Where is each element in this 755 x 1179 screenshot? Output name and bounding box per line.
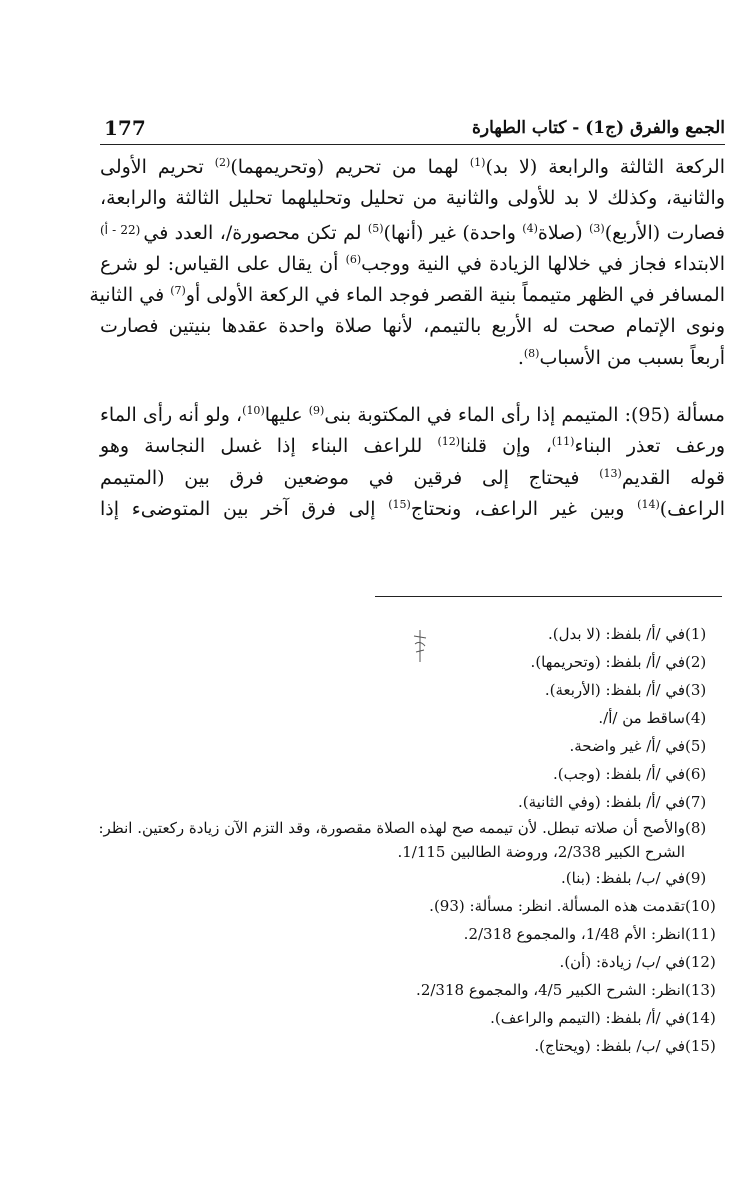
footnote-item	[80, 948, 725, 976]
footnote-ref: (15)	[388, 497, 411, 511]
text-line: الركعة الثالثة والرابعة (لا بد)$^{(1)}$ لهما من تحريم (وتحريمهما)$^{(2)}$ تحريم الأولى	[100, 156, 725, 178]
footnote-ref: (10)	[242, 404, 265, 418]
footnote-item	[80, 920, 725, 948]
footnote-text: في /أ/ بلفظ: (وفي الثانية).	[517, 793, 685, 811]
footnote-number: (6)	[685, 765, 707, 783]
manuscript-folio-ref: (22 - أ)	[100, 222, 141, 237]
text-line: والثانية، وكذلك لا بد للأولى والثانية من تحليل وتحليلهما تحليل الثالثة والرابعة،	[100, 187, 725, 210]
footnote-item	[80, 648, 725, 676]
footnote-ref: (1)	[469, 156, 486, 169]
footnote-item	[80, 864, 725, 892]
footnote-text: ساقط من /أ/.	[598, 709, 685, 727]
text-line: فصارت (الأربع)$^{(3)}$ (صلاة$^{(4)}$ واحدة) غير (أنها)$^{(5)}$ لم تكن محصورة/، العدد في$^{(22 - أ)}$	[100, 221, 725, 244]
footnote-ref: (2)	[214, 156, 231, 169]
footnote-ref: (6)	[345, 252, 362, 266]
footnote-item	[80, 760, 725, 788]
footnote-ref: (8)	[523, 346, 540, 360]
page-header	[100, 112, 725, 146]
footnote-number: (14)	[685, 1009, 716, 1027]
footnote-item	[80, 788, 725, 816]
paragraph-1	[89, 152, 725, 374]
footnote-text: انظر: الشرح الكبير 4/5، والمجموع 2/318.	[416, 981, 685, 999]
text-line: أربعاً بسبب من الأسباب$^{(8)}$.	[517, 346, 725, 369]
footnote-number: (13)	[685, 981, 716, 999]
paragraph-2	[100, 400, 725, 525]
text-line: الابتداء فجاز في خلالها الزيادة في النية ووجب$^{(6)}$ أن يقال على القياس: لو شرع	[100, 252, 725, 275]
footnotes	[80, 620, 725, 1060]
footnote-text: في /أ/ بلفظ: (وجب).	[553, 765, 685, 783]
footnote-text: والأصح أن صلاته تبطل. لأن تيممه صح لهذه الصلاة مقصورة، وقد التزم الآن زيادة ركعتين. انظر: الشرح الكبير 2/338، وروضة الطالبين 1/115.	[98, 819, 685, 861]
text-line: مسألة (95): المتيمم إذا رأى الماء في المكتوبة بنى$^{(9)}$ عليها$^{(10)}$، ولو أنه رأى الماء	[100, 404, 725, 427]
footnote-text: انظر: الأم 1/48، والمجموع 2/318.	[463, 925, 685, 943]
footnote-text: في /أ/ بلفظ: (وتحريمها).	[530, 653, 685, 671]
footnote-item	[80, 1004, 725, 1032]
text-line: قوله القديم$^{(13)}$ فيحتاج إلى فرقين في موضعين فرق بين (المتيمم	[100, 466, 726, 489]
main-text	[89, 152, 726, 525]
footnote-ref: (4)	[522, 221, 538, 235]
footnote-ref: (3)	[589, 221, 605, 235]
footnote-text: في /أ/ بلفظ: (لا بدل).	[547, 625, 685, 643]
footnote-text: في /ب/ بلفظ: (ويحتاج).	[534, 1037, 685, 1055]
footnote-item	[80, 976, 725, 1004]
footnote-ref: (14)	[637, 497, 660, 511]
running-title: الجمع والفرق (ج1) - كتاب الطهارة	[472, 118, 725, 138]
footnote-number: (5)	[685, 737, 707, 755]
footnote-item	[80, 1032, 725, 1060]
footnote-text: تقدمت هذه المسألة. انظر: مسألة: (93).	[429, 897, 685, 915]
footnote-number: (2)	[685, 653, 707, 671]
text-line: ورعف تعذر البناء$^{(11)}$، وإن قلنا$^{(12)}$ للراعف البناء إذا غسل النجاسة وهو	[100, 435, 726, 458]
footnote-item	[80, 732, 725, 760]
footnote-number: (10)	[685, 897, 716, 915]
footnote-item	[80, 676, 725, 704]
header-rule	[100, 144, 725, 145]
footnote-ref: (7)	[170, 284, 186, 298]
footnote-text: في /ب/ بلفظ: (بنا).	[561, 869, 685, 887]
text-line: الراعف)$^{(14)}$ وبين غير الراعف، ونحتاج$^{(15)}$ إلى فرق آخر بين المتوضىء إذا	[100, 497, 725, 520]
text-line: ونوى الإتمام صحت له الأربع بالتيمم، لأنها صلاة واحدة عقدها بنيتين فصارت	[100, 315, 725, 338]
footnote-number: (4)	[685, 709, 707, 727]
text-line: المسافر في الظهر متيمماً بنية القصر فوجد الماء في الركعة الأولى أو$^{(7)}$ في الثانية	[89, 284, 725, 307]
footnote-rule	[375, 596, 722, 597]
footnote-number: (7)	[685, 793, 707, 811]
footnote-ref: (5)	[367, 221, 384, 235]
paragraph-gap	[100, 374, 725, 400]
footnote-ref: (13)	[599, 466, 622, 480]
footnote-text: في /أ/ بلفظ: (الأربعة).	[544, 681, 685, 699]
footnote-number: (3)	[685, 681, 707, 699]
footnote-item	[80, 620, 725, 648]
footnote-number: (11)	[685, 925, 716, 943]
footnote-ref: (11)	[551, 435, 575, 449]
footnote-ref: (12)	[437, 435, 461, 449]
footnote-number: (9)	[685, 869, 707, 887]
footnote-text: في /أ/ بلفظ: (التيمم والراعف).	[490, 1009, 685, 1027]
footnote-item	[80, 892, 725, 920]
footnote-number: (1)	[685, 625, 707, 643]
footnote-number: (12)	[685, 953, 716, 971]
footnote-text: في /أ/ غير واضحة.	[569, 737, 685, 755]
footnote-text: في /ب/ زيادة: (أن).	[559, 953, 685, 971]
footnote-number: (8)	[685, 819, 707, 837]
footnote-item	[80, 704, 725, 732]
footnote-ref: (9)	[308, 404, 325, 418]
footnote-number: (15)	[685, 1037, 716, 1055]
footnote-item	[80, 816, 725, 864]
page-number: 177	[104, 116, 146, 140]
